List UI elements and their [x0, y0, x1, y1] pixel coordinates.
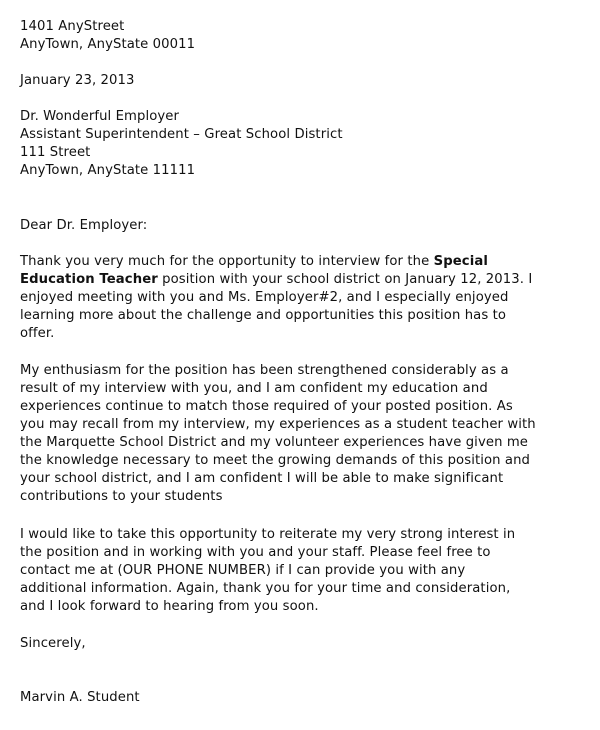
sender-street: 1401 AnyStreet	[20, 19, 125, 34]
paragraph1-line2-bold: Education Teacher	[20, 272, 158, 287]
recipient-street: 111 Street	[20, 145, 91, 160]
recipient-title: Assistant Superintendent – Great School District	[20, 127, 343, 142]
paragraph2-line: your school district, and I am confident I will be able to make significant	[20, 471, 504, 486]
paragraph2-line: you may recall from my interview, my experiences as a student teacher with	[20, 417, 536, 432]
salutation: Dear Dr. Employer:	[20, 218, 148, 233]
recipient-city-state: AnyTown, AnyState 11111	[20, 163, 196, 178]
paragraph1-line1-text: Thank you very much for the opportunity to interview for the	[20, 254, 434, 269]
sender-city-state: AnyTown, AnyState 00011	[20, 37, 196, 52]
signature-name: Marvin A. Student	[20, 690, 140, 705]
paragraph2-line: experiences continue to match those required of your posted position. As	[20, 399, 513, 414]
paragraph2-line: the knowledge necessary to meet the growing demands of this position and	[20, 453, 531, 468]
letter-date: January 23, 2013	[20, 73, 135, 88]
paragraph3-line: the position and in working with you and your staff. Please feel free to	[20, 545, 491, 560]
paragraph1-line1	[20, 253, 488, 271]
paragraph1-line5: offer.	[20, 326, 55, 341]
paragraph3-line: and I look forward to hearing from you soon.	[20, 599, 319, 614]
paragraph3-line: I would like to take this opportunity to reiterate my very strong interest in	[20, 527, 516, 542]
paragraph3-line: additional information. Again, thank you for your time and consideration,	[20, 581, 511, 596]
paragraph2-line: result of my interview with you, and I am confident my education and	[20, 381, 488, 396]
paragraph1-line1-bold: Special	[433, 254, 488, 269]
paragraph2-line: My enthusiasm for the position has been strengthened considerably as a	[20, 363, 509, 378]
closing: Sincerely,	[20, 636, 86, 651]
paragraph2-line: the Marquette School District and my volunteer experiences have given me	[20, 435, 528, 450]
paragraph1-line3: enjoyed meeting with you and Ms. Employer#2, and I especially enjoyed	[20, 290, 509, 305]
paragraph3-line: contact me at (OUR PHONE NUMBER) if I can provide you with any	[20, 563, 466, 578]
paragraph1-line2-text: position with your school district on January 12, 2013. I	[157, 272, 533, 287]
paragraph1-line2	[20, 271, 532, 289]
recipient-name: Dr. Wonderful Employer	[20, 109, 180, 124]
paragraph1-line4: learning more about the challenge and opportunities this position has to	[20, 308, 507, 323]
paragraph2-line: contributions to your students	[20, 489, 223, 504]
